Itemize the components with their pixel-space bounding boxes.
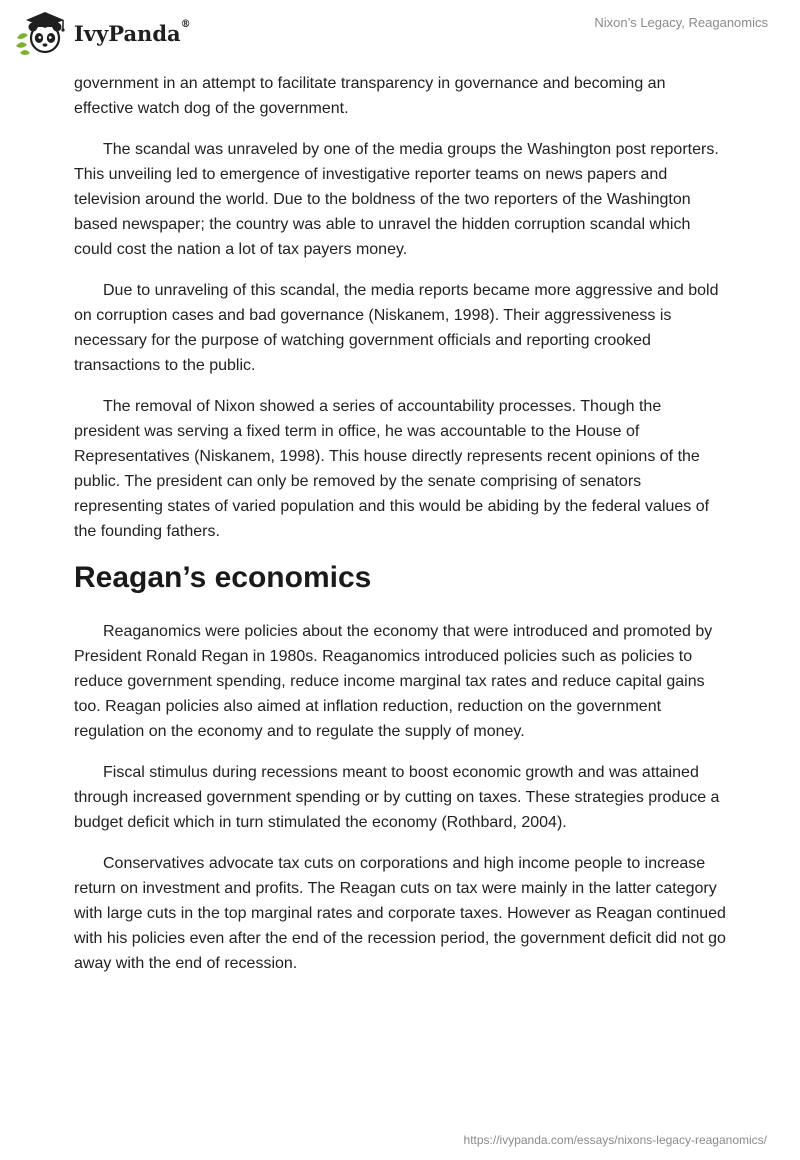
article-body	[74, 71, 726, 992]
paragraph: The removal of Nixon showed a series of accountability processes. Though the president was serving a fixed term in office, he was accountable to the House of Representatives (Niskanem, 1998). This house directly represents recent opinions of the public. The president can only be removed by the senate comprising of senators representing states of varied population and this would be abiding by the federal values of the founding fathers.	[74, 398, 710, 540]
ivypanda-logo[interactable]	[14, 8, 191, 56]
document-title: Nixon’s Legacy, Reaganomics	[594, 15, 768, 30]
panda-graduation-cap-icon	[14, 8, 70, 56]
paragraph: Conservatives advocate tax cuts on corporations and high income people to increase return on investment and profits. The Reagan cuts on tax were mainly in the latter category with large cuts in the top marginal rates and corporate taxes. However as Reagan continued with his policies even after the end of the recession period, the government deficit did not go away with the end of recession.	[74, 855, 726, 972]
paragraph: Due to unraveling of this scandal, the media reports became more aggressive and bold on corruption cases and bad governance (Niskanem, 1998). Their aggressiveness is necessary for the purpose of watching government officials and reporting crooked transactions to the public.	[74, 282, 719, 374]
paragraph-continued: government in an attempt to facilitate transparency in governance and becoming an effective watch dog of the government.	[74, 75, 666, 117]
source-url[interactable]: https://ivypanda.com/essays/nixons-legacy-reaganomics/	[463, 1133, 767, 1147]
registered-mark: ®	[180, 18, 191, 30]
section-heading: Reagan’s economics	[74, 561, 372, 594]
paragraph: Reaganomics were policies about the economy that were introduced and promoted by President Ronald Regan in 1980s. Reaganomics introduced policies such as policies to reduce government spending, reduce income marginal tax rates and reduce capital gains too. Reagan policies also aimed at inflation reduction, reduction on the government regulation on the economy and to regulate the supply of money.	[74, 623, 713, 740]
paragraph: Fiscal stimulus during recessions meant to boost economic growth and was attained through increased government spending or by cutting on taxes. These strategies produce a budget deficit which in turn stimulated the economy (Rothbard, 2004).	[74, 764, 720, 831]
brand-name: IvyPanda®	[74, 18, 191, 46]
page-header	[0, 0, 800, 70]
paragraph: The scandal was unraveled by one of the media groups the Washington post reporters. This unveiling led to emergence of investigative reporter teams on news papers and television around the world. Due to the boldness of the two reporters of the Washington based newspaper; the country was able to unravel the hidden corruption scandal which could cost the nation a lot of tax payers money.	[74, 141, 719, 258]
